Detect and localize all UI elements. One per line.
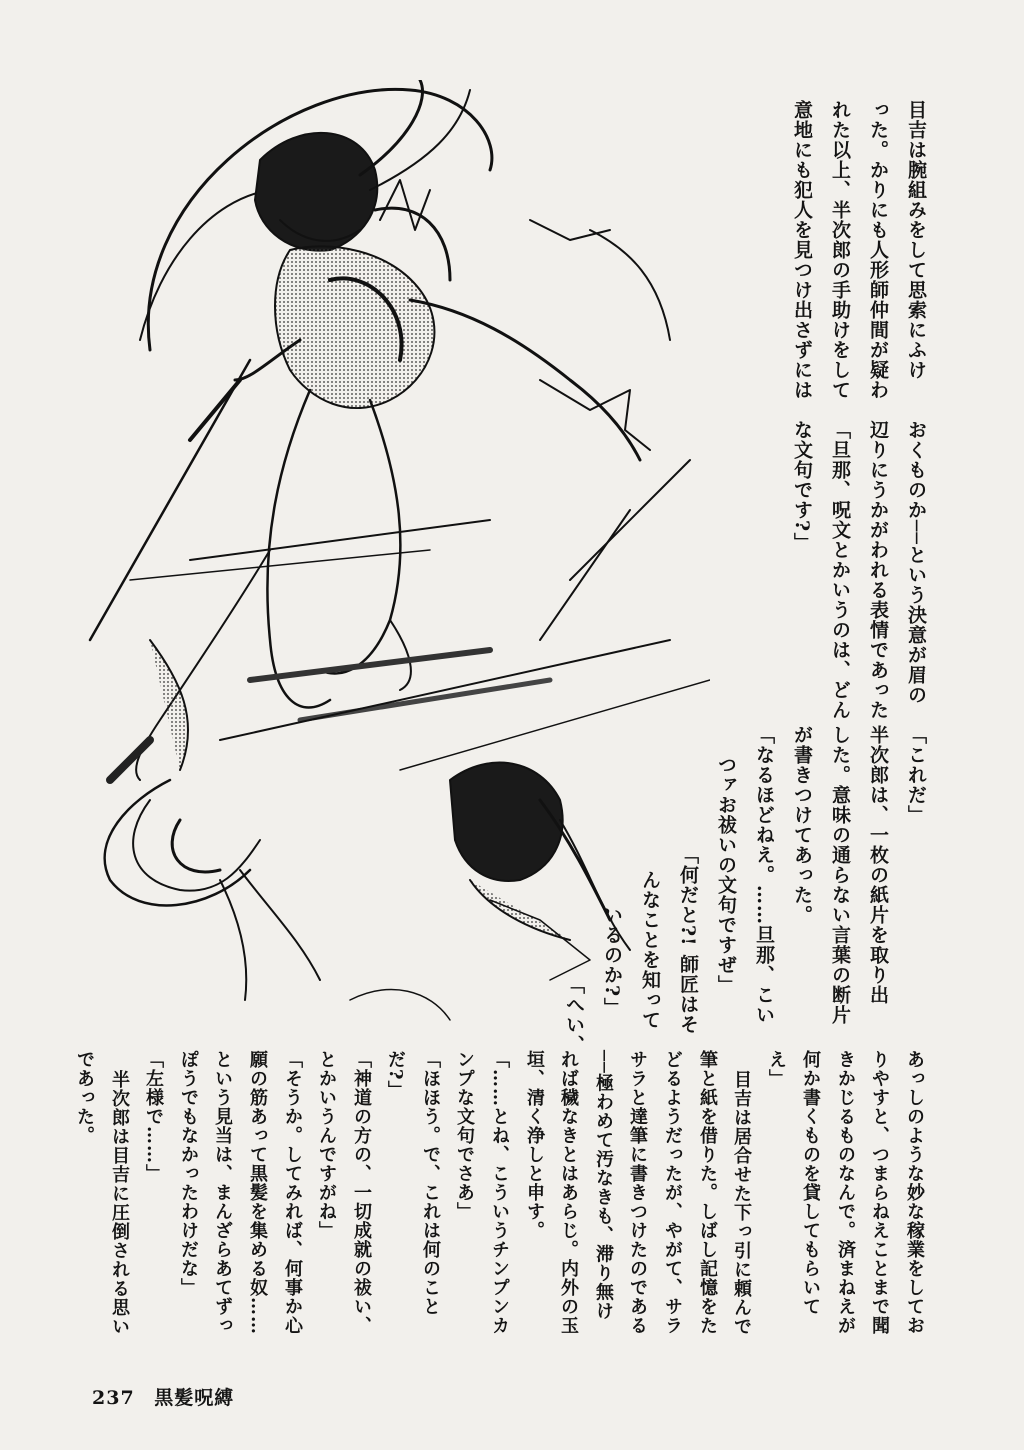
text-column: 「何だと?! 師匠はそ xyxy=(677,845,699,1035)
text-column: 「ほほう。で、これは何のこと xyxy=(420,1050,441,1316)
text-column: 「旦那、呪文とかいうのは、どん xyxy=(829,420,851,720)
text-column: んなことを知って xyxy=(639,870,661,1030)
text-column: 筆と紙を借りた。しばし記憶をた xyxy=(697,1050,718,1335)
ink-illustration xyxy=(70,80,710,1040)
text-column: 「これだ」 xyxy=(905,725,927,825)
text-column: おくものか──という決意が眉の xyxy=(905,420,927,705)
text-column: 「なるほどねえ。……旦那、こい xyxy=(753,725,775,1025)
text-column: した。意味の通らない言葉の断片 xyxy=(829,725,851,1025)
text-column: 目吉は腕組みをして思索にふけ xyxy=(905,100,927,380)
text-column: が書きつけてあった。 xyxy=(791,725,813,925)
text-column: とかいうんですがね」 xyxy=(316,1050,337,1240)
text-column: れば穢なきとはあらじ。内外の玉 xyxy=(558,1050,579,1335)
text-column: な文句です?」 xyxy=(791,420,813,553)
text-column: ──極わめて汚なきも、滞り無け xyxy=(593,1050,614,1321)
text-column: ンプな文句でさあ」 xyxy=(454,1050,475,1221)
text-column: 半次郎は目吉に圧倒される思い xyxy=(109,1070,130,1336)
text-column: という見当は、まんざらあてずっ xyxy=(212,1050,233,1335)
text-column: だ?」 xyxy=(385,1050,406,1100)
text-column: 願の筋あって黒髪を集める奴…… xyxy=(247,1050,268,1335)
text-column: つァお祓いの文句ですぜ」 xyxy=(715,755,737,995)
text-column: りやすと、つまらねえことまで聞 xyxy=(869,1050,890,1335)
text-column: 「へい、 xyxy=(563,975,585,1055)
running-title: 黒髪呪縛 xyxy=(154,1387,235,1409)
text-column: 意地にも犯人を見つけ出さずには xyxy=(791,100,813,400)
text-column: れた以上、半次郎の手助けをして xyxy=(829,100,851,400)
page-number: 237 xyxy=(92,1387,135,1409)
text-column: 目吉は居合せた下っ引に頼んで xyxy=(731,1070,752,1336)
text-column: 辺りにうかがわれる表情であった xyxy=(867,420,889,720)
text-column: あっしのような妙な稼業をしてお xyxy=(904,1050,925,1335)
text-column: 「神道の方の、一切成就の祓い、 xyxy=(351,1050,372,1335)
text-column: 半次郎は、一枚の紙片を取り出 xyxy=(867,725,889,1005)
text-column: サラと達筆に書きつけたのである xyxy=(627,1050,648,1335)
text-column: った。かりにも人形師仲間が疑わ xyxy=(867,100,889,400)
text-column: きかじるものなんで。済まねえが xyxy=(835,1050,856,1335)
text-column: であった。 xyxy=(74,1050,95,1145)
text-column: 「そうか。してみれば、何事か心 xyxy=(282,1050,303,1335)
text-column: 「左様で……」 xyxy=(143,1050,164,1183)
text-column: 何か書くものを貸してもらいて xyxy=(800,1050,821,1316)
text-column: え」 xyxy=(766,1050,787,1088)
text-column: 垣、清く浄しと申す。 xyxy=(524,1050,545,1240)
page-footer xyxy=(92,1383,246,1410)
text-column: ぽうでもなかったわけだな」 xyxy=(178,1050,199,1297)
text-column: いるのか?」 xyxy=(601,905,623,1018)
text-column: 「……とね、こういうチンプンカ xyxy=(489,1050,510,1335)
text-column: どるようだったが、やがて、サラ xyxy=(662,1050,683,1335)
